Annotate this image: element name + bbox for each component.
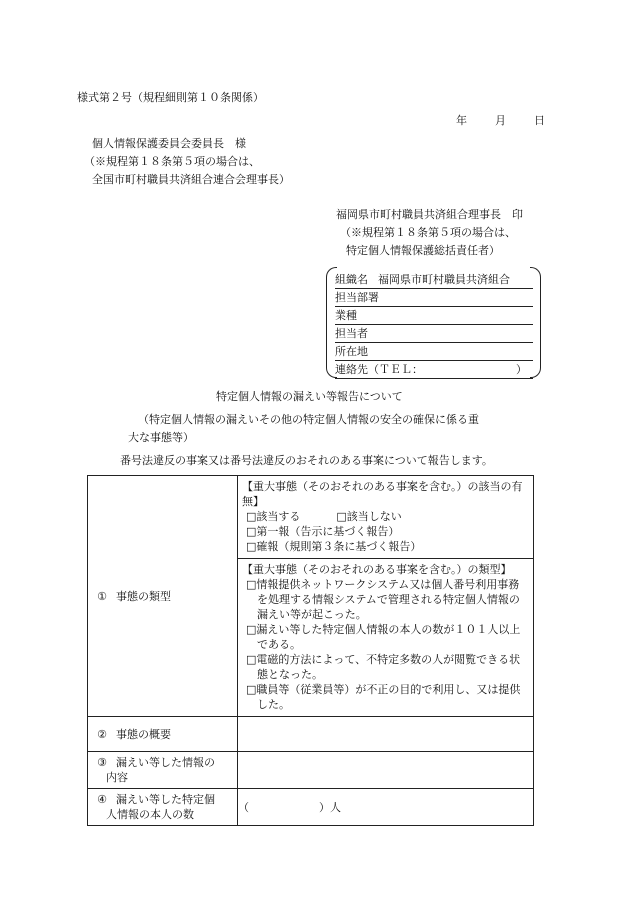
option-confirmed-report[interactable]: □確報（規則第３条に基づく報告） [246, 540, 422, 553]
report-table [87, 475, 534, 826]
row2-label: 事態の概要 [116, 727, 171, 741]
severity-yes-no [242, 509, 529, 524]
row4-label-line1: 漏えい等した特定個 [116, 793, 215, 806]
org-value: 福岡県市町村職員共済組合 [378, 273, 510, 286]
row4-value-cell[interactable] [238, 789, 534, 826]
report-intro: 番号法違反の事案又は番号法違反のおそれのある事案について報告します。 [120, 454, 493, 467]
tel-close: ） [516, 363, 527, 376]
row4-number: ④ [97, 793, 107, 806]
address-label: 所在地 [335, 345, 368, 358]
row3-label-line1: 漏えい等した情報の [116, 756, 215, 769]
row4-label-cell [88, 789, 238, 826]
contact-tel-row [335, 362, 533, 379]
table-row [88, 717, 534, 752]
table-row [88, 476, 534, 559]
row1-number: ① [97, 589, 107, 603]
table-row [88, 752, 534, 789]
table-row [88, 789, 534, 826]
org-label: 組織名 [335, 273, 368, 286]
dept-label: 担当部署 [335, 291, 379, 304]
option-first-report[interactable]: □第一報（告示に基づく報告） [246, 525, 400, 538]
row3-label-cell [88, 752, 238, 789]
report-subtitle-1: （特定個人情報の漏えいその他の特定個人情報の安全の確保に係る重 [138, 413, 479, 426]
form-number: 様式第２号（規程細則第１０条関係） [77, 91, 264, 104]
category-option-2[interactable]: □漏えい等した特定個人情報の本人の数が１０１人以上である。 [246, 623, 521, 651]
row2-number: ② [97, 727, 107, 741]
contact-business-row [335, 308, 533, 325]
date-line: 年 月 日 [456, 114, 547, 127]
sender-line-1: 福岡県市町村職員共済組合理事長 印 [336, 208, 523, 221]
category-option-3[interactable]: □電磁的方法によって、不特定多数の人が閲覧できる状態となった。 [246, 653, 521, 681]
severity-section [238, 476, 534, 559]
sender-line-2: （※規程第１８条第５項の場合は、 [340, 226, 516, 239]
contact-dept-row [335, 290, 533, 307]
addressee-line-2: （※規程第１８条第５項の場合は、 [84, 155, 260, 168]
row3-label-line2: 内容 [106, 771, 128, 784]
contact-box [326, 267, 541, 378]
row2-label-cell [88, 717, 238, 752]
row4-label-line2: 人情報の本人の数 [106, 808, 194, 821]
addressee-line-3: 全国市町村職員共済組合連合会理事長） [92, 173, 290, 186]
category-option-4[interactable]: □職員等（従業員等）が不正の目的で利用し、又は提供した。 [246, 683, 521, 711]
option-applicable[interactable]: □該当する [246, 510, 301, 523]
severity-heading: 【重大事態（そのおそれのある事案を含む。）の該当の有無】 [242, 480, 523, 508]
report-title: 特定個人情報の漏えい等報告について [216, 390, 403, 403]
tel-label: 連絡先（ＴＥＬ： [335, 363, 423, 376]
row3-value-cell[interactable] [238, 752, 534, 789]
category-heading: 【重大事態（そのおそれのある事案を含む。）の類型】 [242, 563, 512, 576]
row2-value-cell[interactable] [238, 717, 534, 752]
addressee-line-1: 個人情報保護委員会委員長 様 [92, 137, 246, 150]
option-not-applicable[interactable]: □該当しない [336, 510, 402, 523]
contact-address-row [335, 344, 533, 361]
sender-line-3: 特定個人情報保護総括責任者） [346, 244, 500, 257]
row1-label-cell [88, 476, 238, 717]
person-label: 担当者 [335, 327, 368, 340]
contact-person-row [335, 326, 533, 343]
contact-org-row [335, 272, 533, 289]
business-label: 業種 [335, 309, 357, 322]
row1-label: 事態の類型 [116, 589, 171, 603]
report-subtitle-2: 大な事態等） [128, 431, 194, 444]
category-section [238, 559, 534, 717]
count-close-unit: ）人 [319, 801, 341, 814]
row3-number: ③ [97, 756, 107, 769]
category-option-1[interactable]: □情報提供ネットワークシステム又は個人番号利用事務を処理する情報システムで管理される特定個人情報の漏えい等が起こった。 [246, 578, 520, 621]
count-open-paren: （ [238, 801, 249, 814]
